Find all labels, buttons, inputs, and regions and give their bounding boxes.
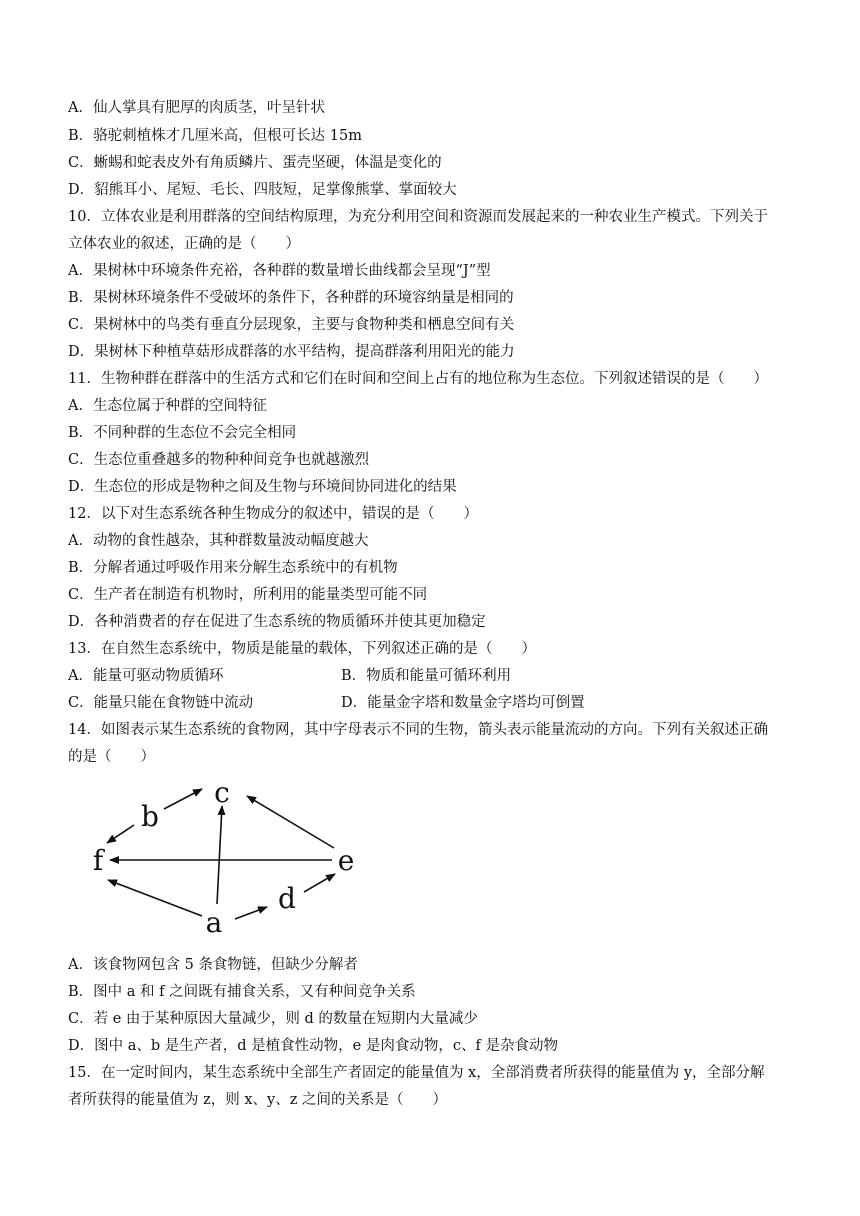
arrow-b-to-f <box>107 825 134 843</box>
arrow-a-to-c <box>217 806 222 904</box>
q12-option-a: A．动物的食性越杂，其种群数量波动幅度越大 <box>68 533 369 549</box>
q12-option-c: C．生产者在制造有机物时，所利用的能量类型可能不同 <box>68 587 428 603</box>
node-f-label: f <box>92 844 104 877</box>
q13-option-b: B．物质和能量可循环利用 <box>341 668 512 684</box>
node-c-label: c <box>214 776 230 809</box>
q11-option-a: A．生态位属于种群的空间特征 <box>68 398 267 414</box>
q12-option-d: D．各种消费者的存在促进了生态系统的物质循环并使其更加稳定 <box>68 614 486 630</box>
q14-stem-line1: 14．如图表示某生态系统的食物网，其中字母表示不同的生物，箭头表示能量流动的方向。下列有关叙述正确 <box>68 722 768 738</box>
q13-option-d: D．能量金字塔和数量金字塔均可倒置 <box>341 695 585 711</box>
node-b-label: b <box>141 800 159 833</box>
node-e-label: e <box>337 844 355 877</box>
q10-option-a: A．果树林中环境条件充裕，各种群的数量增长曲线都会呈现“J”型 <box>68 263 491 279</box>
q12-option-b: B．分解者通过呼吸作用来分解生态系统中的有机物 <box>68 560 398 576</box>
q10-option-b: B．果树林环境条件不受破坏的条件下，各种群的环境容纳量是相同的 <box>68 290 514 306</box>
q13-option-c: C．能量只能在食物链中流动 <box>68 695 254 711</box>
q10-option-c: C．果树林中的鸟类有垂直分层现象，主要与食物种类和栖息空间有关 <box>68 317 515 333</box>
arrow-b-to-c <box>164 789 202 809</box>
q10-stem-line1: 10．立体农业是利用群落的空间结构原理，为充分利用空间和资源而发展起来的一种农业生产模式。下列关于 <box>68 209 768 225</box>
q11-option-d: D．生态位的形成是物种之间及生物与环境间协同进化的结果 <box>68 479 457 495</box>
node-a-label: a <box>205 906 223 939</box>
q9-option-c: C．蜥蜴和蛇表皮外有角质鳞片、蛋壳坚硬，体温是变化的 <box>68 155 442 171</box>
q14-option-d: D．图中 a、b 是生产者，d 是植食性动物，e 是肉食动物，c、f 是杂食动物 <box>68 1038 558 1054</box>
q9-option-a: A．仙人掌具有肥厚的肉质茎，叶呈针状 <box>68 100 325 116</box>
q15-stem-line1: 15．在一定时间内，某生态系统中全部生产者固定的能量值为 x，全部消费者所获得的能量值为 y，全部分解 <box>68 1065 765 1081</box>
q15-stem-line2: 者所获得的能量值为 z，则 x、y、z 之间的关系是（ ） <box>68 1092 447 1108</box>
q11-option-c: C．生态位重叠越多的物种种间竞争也就越激烈 <box>68 452 370 468</box>
q11-stem: 11．生物种群在群落中的生活方式和它们在时间和空间上占有的地位称为生态位。下列叙述错误的是（ ） <box>68 371 768 387</box>
q9-option-b: B．骆驼刺植株才几厘米高，但根可长达 15m <box>68 128 362 144</box>
node-d-label: d <box>278 882 296 915</box>
q14-option-c: C．若 e 由于某种原因大量减少，则 d 的数量在短期内大量减少 <box>68 1011 478 1027</box>
q11-option-b: B．不同种群的生态位不会完全相同 <box>68 425 297 441</box>
arrow-d-to-e <box>304 874 335 892</box>
q13-stem: 13．在自然生态系统中，物质是能量的载体，下列叙述正确的是（ ） <box>68 641 536 657</box>
arrow-a-to-f <box>108 880 202 916</box>
q9-option-d: D．貂熊耳小、尾短、毛长、四肢短，足掌像熊掌、掌面较大 <box>68 182 457 198</box>
q14-stem-line2: 的是（ ） <box>68 749 155 765</box>
arrow-a-to-d <box>235 907 267 919</box>
q10-option-d: D．果树林下种植草菇形成群落的水平结构，提高群落利用阳光的能力 <box>68 344 515 360</box>
q13-option-a: A．能量可驱动物质循环 <box>68 668 224 684</box>
arrow-e-to-c <box>247 796 334 848</box>
q12-stem: 12．以下对生态系统各种生物成分的叙述中，错误的是（ ） <box>68 506 478 522</box>
q10-stem-line2: 立体农业的叙述，正确的是（ ） <box>68 236 300 252</box>
food-web-diagram <box>82 776 382 946</box>
q14-option-a: A．该食物网包含 5 条食物链，但缺少分解者 <box>68 957 358 973</box>
q14-option-b: B．图中 a 和 f 之间既有捕食关系，又有种间竞争关系 <box>68 984 416 1000</box>
